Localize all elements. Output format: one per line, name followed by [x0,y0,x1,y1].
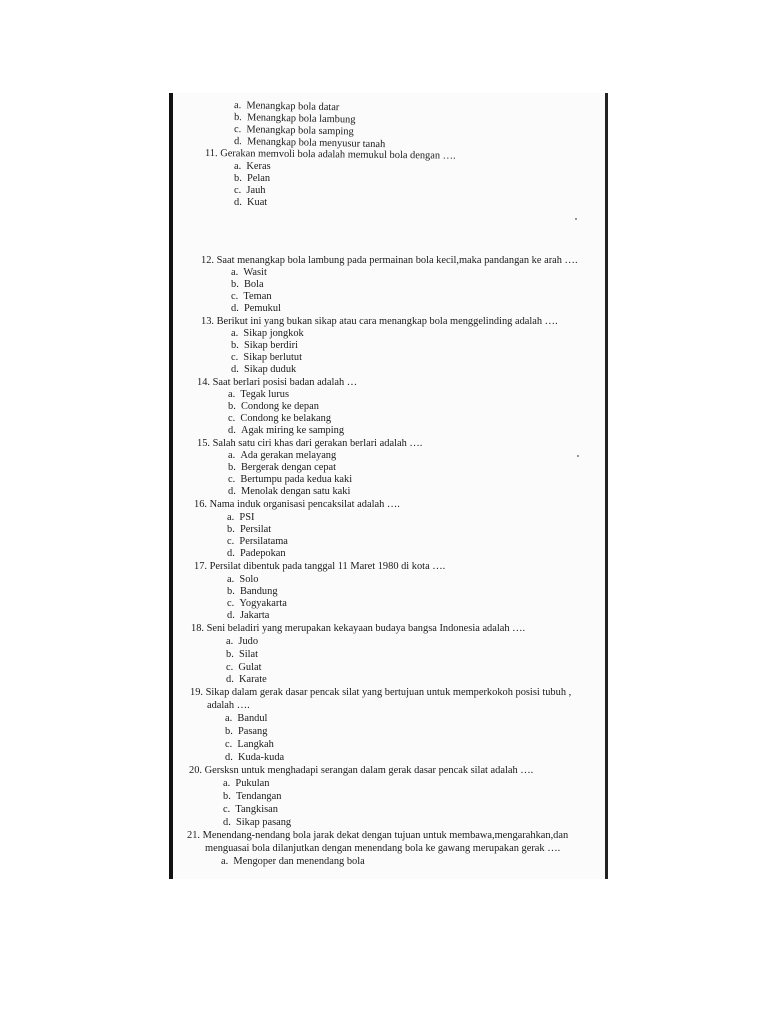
option: d. Agak miring ke samping [228,425,345,436]
option: c. Yogyakarta [227,598,287,609]
question-11: 11. Gerakan memvoli bola adalah memukul bola dengan …. [204,148,456,162]
option: a. Solo [227,574,259,585]
option: c. Menangkap bola samping [233,124,354,138]
question-21: 21. Menendang-nendang bola jarak dekat dengan tujuan untuk membawa,mengarahkan,dan [187,830,569,841]
question-17: 17. Persilat dibentuk pada tanggal 11 Maret 1980 di kota …. [194,561,446,572]
option: d. Padepokan [227,548,286,559]
speck [575,218,577,220]
option: a. Ada gerakan melayang [228,450,337,461]
option: c. Gulat [226,662,262,673]
option: d. Karate [226,674,267,685]
option: a. Mengoper dan menendang bola [221,856,365,867]
option: b. Tendangan [223,791,282,802]
option: c. Sikap berlutut [231,352,303,363]
question-18: 18. Seni beladiri yang merupakan kekayaan budaya bangsa Indonesia adalah …. [191,623,526,634]
question-21-continuation: menguasai bola dilanjutkan dengan menendang bola ke gawang merupakan gerak …. [205,843,561,854]
option: a. Pukulan [223,778,270,789]
speck [577,455,579,457]
option: a. Judo [226,636,259,647]
option: b. Sikap berdiri [231,340,298,351]
option: a. Wasit [231,267,267,278]
question-19-continuation: adalah …. [207,700,250,711]
option: b. Bandung [227,586,278,597]
question-16: 16. Nama induk organisasi pencaksilat adalah …. [194,499,400,510]
option: b. Condong ke depan [228,401,319,412]
option: a. Sikap jongkok [231,328,304,339]
option: d. Pemukul [231,303,281,314]
option: d. Menolak dengan satu kaki [228,486,351,497]
option: c. Condong ke belakang [228,413,332,424]
question-20: 20. Gersksn untuk menghadapi serangan dalam gerak dasar pencak silat adalah …. [189,765,534,776]
option: a. Bandul [225,713,268,724]
option: a. PSI [227,512,255,523]
option: b. Silat [226,649,259,660]
option: b. Pasang [225,726,268,737]
exam-page [169,93,608,879]
option: d. Menangkap bola menyusur tanah [233,136,386,151]
option: d. Sikap duduk [231,364,297,375]
option: c. Jauh [234,185,266,196]
option: c. Langkah [225,739,274,750]
option: d. Jakarta [227,610,270,621]
option: b. Bola [231,279,264,290]
option: a. Keras [234,161,271,172]
option: c. Tangkisan [223,804,278,815]
question-13: 13. Berikut ini yang bukan sikap atau cara menangkap bola menggelinding adalah …. [201,316,558,327]
option: b. Persilat [227,524,272,535]
option: c. Bertumpu pada kedua kaki [228,474,353,485]
option: b. Bergerak dengan cepat [228,462,337,473]
option: d. Kuda-kuda [225,752,285,763]
option: b. Pelan [234,173,271,184]
option: d. Sikap pasang [223,817,292,828]
option: a. Menangkap bola datar [233,100,340,114]
question-15: 15. Salah satu ciri khas dari gerakan berlari adalah …. [197,438,423,449]
option: b. Menangkap bola lambung [233,112,356,126]
option: c. Persilatama [227,536,288,547]
option: a. Tegak lurus [228,389,290,400]
question-14: 14. Saat berlari posisi badan adalah … [197,377,358,388]
question-12: 12. Saat menangkap bola lambung pada permainan bola kecil,maka pandangan ke arah …. [201,255,578,266]
question-19: 19. Sikap dalam gerak dasar pencak silat yang bertujuan untuk memperkokoh posisi tubuh , [190,687,572,698]
option: c. Teman [231,291,272,302]
option: d. Kuat [234,197,268,208]
